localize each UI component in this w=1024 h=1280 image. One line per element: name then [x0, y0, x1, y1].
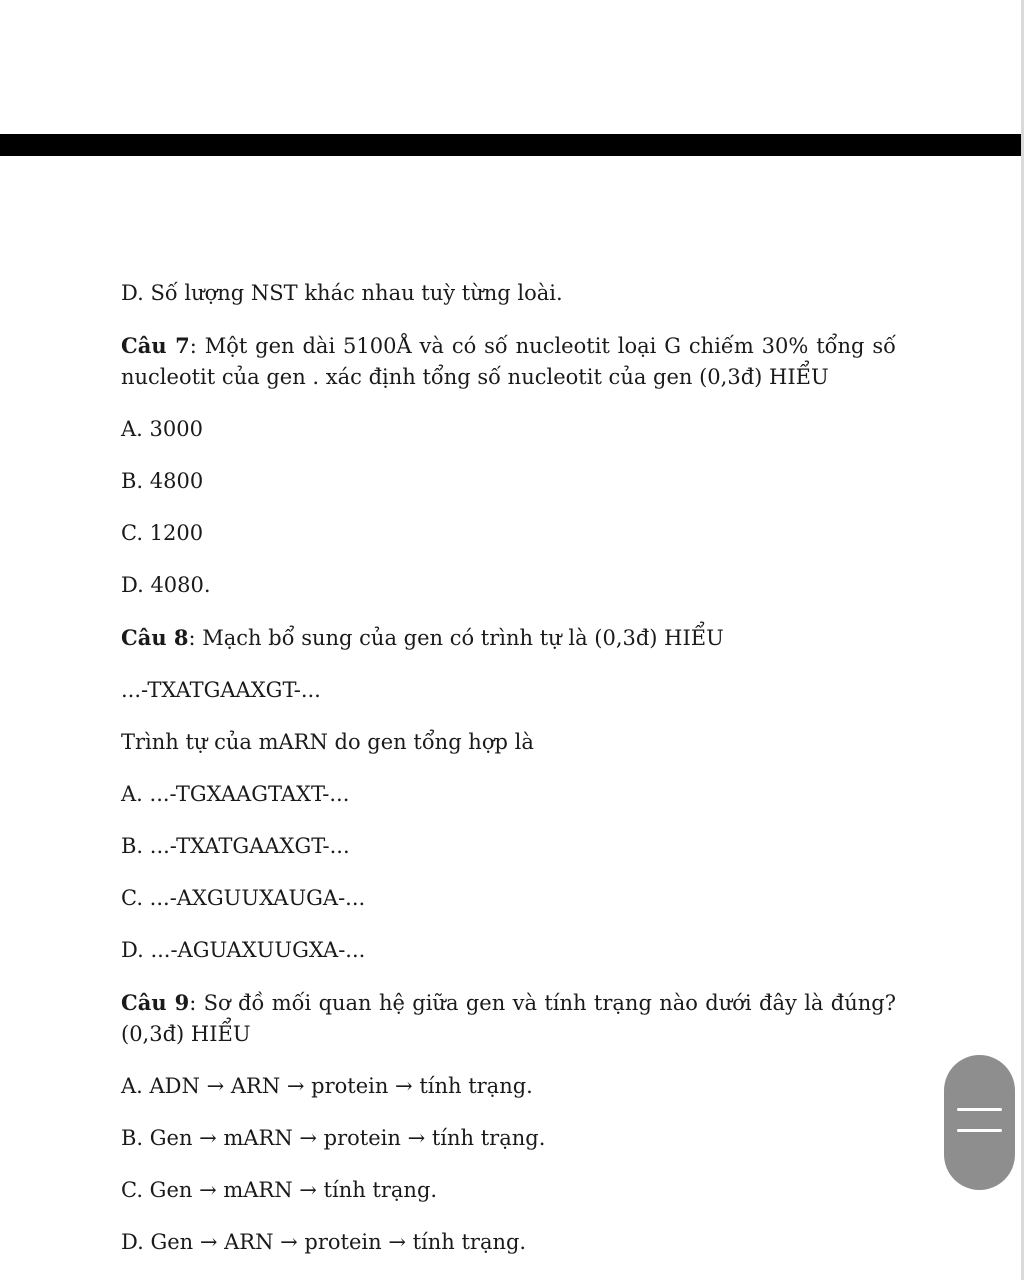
q7-option-c: C. 1200 [121, 521, 204, 545]
q9-label: Câu 9 [121, 990, 190, 1015]
q8-option-a: A. ...-TGXAAGTAXT-... [121, 782, 350, 806]
q9-text: : Sơ đồ mối quan hệ giữa gen và tính trạng nào dưới đây là đúng? (0,3đ) HIỂU [121, 991, 896, 1046]
q8-question [121, 622, 896, 654]
q9-option-d: D. Gen → ARN → protein → tính trạng. [121, 1230, 527, 1254]
q9-question [121, 987, 896, 1050]
q7-option-b: B. 4800 [121, 469, 204, 493]
q7-text: : Một gen dài 5100Å và có số nucleotit loại G chiếm 30% tổng số nucleotit của gen . xác định tổng số nucleotit của gen (0,3đ) HIỂU [121, 334, 896, 389]
q8-prompt: Trình tự của mARN do gen tổng hợp là [121, 730, 534, 754]
q8-label: Câu 8 [121, 625, 189, 650]
q9-option-c: C. Gen → mARN → tính trạng. [121, 1178, 438, 1202]
q7-option-d: D. 4080. [121, 573, 211, 597]
q6-option-d: D. Số lượng NST khác nhau tuỳ từng loài. [121, 281, 563, 305]
q7-question [121, 330, 896, 393]
q9-option-b: B. Gen → mARN → protein → tính trạng. [121, 1126, 546, 1150]
q7-label: Câu 7 [121, 333, 190, 358]
q8-option-d: D. ...-AGUAXUUGXA-... [121, 938, 366, 962]
grip-line [957, 1129, 1002, 1132]
q9-option-a: A. ADN → ARN → protein → tính trạng. [121, 1074, 533, 1098]
scroll-handle[interactable] [944, 1055, 1015, 1190]
q8-text: : Mạch bổ sung của gen có trình tự là (0,3đ) HIỂU [188, 626, 724, 650]
q8-sequence: ...-TXATGAAXGT-... [121, 678, 321, 702]
page-separator [0, 134, 1024, 156]
document-content [121, 278, 896, 1279]
q8-option-b: B. ...-TXATGAAXGT-... [121, 834, 350, 858]
previous-page-bottom [0, 0, 1024, 134]
grip-line [957, 1108, 1002, 1111]
q7-option-a: A. 3000 [121, 417, 203, 441]
q8-option-c: C. ...-AXGUUXAUGA-... [121, 886, 366, 910]
